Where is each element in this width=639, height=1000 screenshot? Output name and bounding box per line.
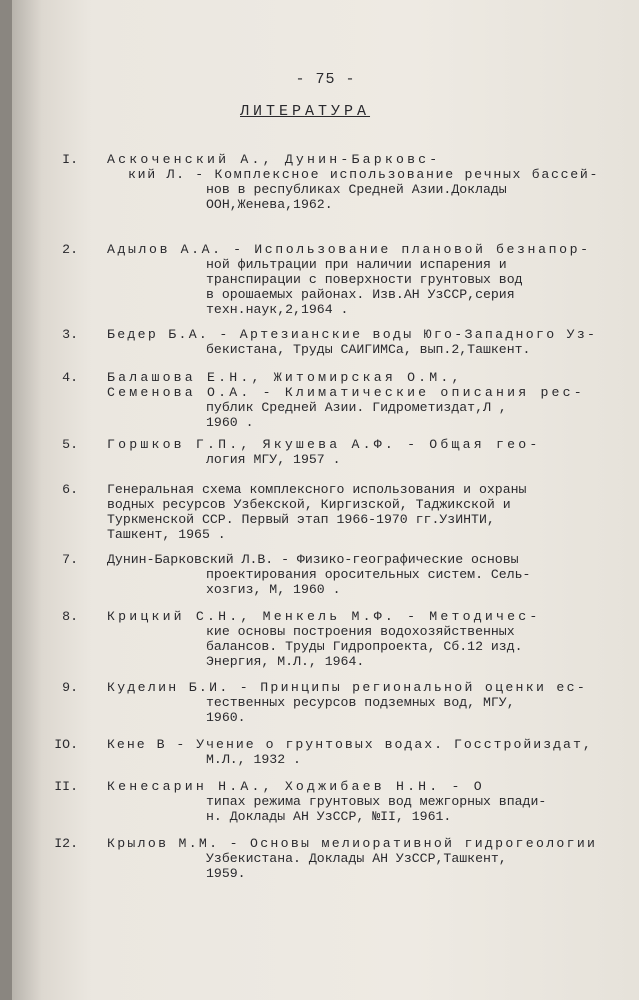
reference-line: 1959.: [206, 866, 246, 881]
reference-line: балансов. Труды Гидропроекта, Сб.12 изд.: [206, 639, 523, 654]
reference-line: Адылов А.А. - Использование плановой безнапор-: [107, 242, 591, 257]
reference-line: ной фильтрации при наличии испарения и: [206, 257, 507, 272]
reference-number: 6.: [62, 482, 78, 497]
reference-number: 2.: [62, 242, 78, 257]
reference-line: тественных ресурсов подземных вод, МГУ,: [206, 695, 515, 710]
reference-line: Бедер Б.А. - Артезианские воды Юго-Западного Уз-: [107, 327, 598, 342]
reference-line: Крылов М.М. - Основы мелиоративной гидрогеологии: [107, 836, 598, 851]
reference-line: Энергия, М.Л., 1964.: [206, 654, 365, 669]
reference-line: Генеральная схема комплексного использования и охраны: [107, 482, 527, 497]
reference-line: Дунин-Барковский Л.В. - Физико-географические основы: [107, 552, 519, 567]
reference-line: Кене В - Учение о грунтовых водах. Госстройиздат,: [107, 737, 593, 752]
reference-line: 1960 .: [206, 415, 254, 430]
reference-number: IO.: [54, 737, 78, 752]
reference-line: Узбекистана. Доклады АН УзССР,Ташкент,: [206, 851, 507, 866]
page-number: - 75 -: [295, 71, 356, 88]
reference-line: Горшков Г.П., Якушева А.Ф. - Общая гео-: [107, 437, 541, 452]
reference-line: Аскоченский А., Дунин-Барковс-: [107, 152, 441, 167]
reference-line: в орошаемых районах. Изв.АН УзССР,серия: [206, 287, 515, 302]
reference-line: Туркменской ССР. Первый этап 1966-1970 гг.УзИНТИ,: [107, 512, 495, 527]
reference-line: Ташкент, 1965 .: [107, 527, 226, 542]
reference-line: Крицкий С.Н., Менкель М.Ф. - Методичес-: [107, 609, 541, 624]
reference-line: кий Л. - Комплексное использование речных бассей-: [128, 167, 600, 182]
reference-number: I2.: [54, 836, 78, 851]
reference-line: логия МГУ, 1957 .: [206, 452, 341, 467]
reference-line: нов в республиках Средней Азии.Доклады: [206, 182, 507, 197]
reference-line: проектирования оросительных систем. Сель-: [206, 567, 531, 582]
reference-number: 8.: [62, 609, 78, 624]
reference-line: водных ресурсов Узбекской, Киргизской, Таджикской и: [107, 497, 511, 512]
reference-number: 4.: [62, 370, 78, 385]
reference-line: техн.наук,2,1964 .: [206, 302, 349, 317]
reference-number: 7.: [62, 552, 78, 567]
document-page: [12, 0, 639, 1000]
reference-line: 1960.: [206, 710, 246, 725]
reference-line: Куделин Б.И. - Принципы региональной оценки ес-: [107, 680, 588, 695]
reference-line: бекистана, Труды САИГИМСа, вып.2,Ташкент.: [206, 342, 531, 357]
reference-line: М.Л., 1932 .: [206, 752, 301, 767]
reference-number: 5.: [62, 437, 78, 452]
reference-number: II.: [54, 779, 78, 794]
reference-line: Семенова О.А. - Климатические описания рес-: [107, 385, 585, 400]
reference-line: типах режима грунтовых вод межгорных впади-: [206, 794, 547, 809]
reference-line: Балашова Е.Н., Житомирская О.М.,: [107, 370, 463, 385]
reference-line: Кенесарин Н.А., Ходжибаев Н.Н. - О: [107, 779, 485, 794]
reference-line: хозгиз, М, 1960 .: [206, 582, 341, 597]
reference-line: публик Средней Азии. Гидрометиздат,Л ,: [206, 400, 507, 415]
reference-number: I.: [62, 152, 78, 167]
reference-number: 3.: [62, 327, 78, 342]
page-heading: ЛИТЕРАТУРА: [240, 103, 371, 120]
reference-line: транспирации с поверхности грунтовых вод: [206, 272, 523, 287]
reference-number: 9.: [62, 680, 78, 695]
reference-line: н. Доклады АН УзССР, №II, 1961.: [206, 809, 452, 824]
reference-line: ООН,Женева,1962.: [206, 197, 333, 212]
reference-line: кие основы построения водохозяйственных: [206, 624, 515, 639]
